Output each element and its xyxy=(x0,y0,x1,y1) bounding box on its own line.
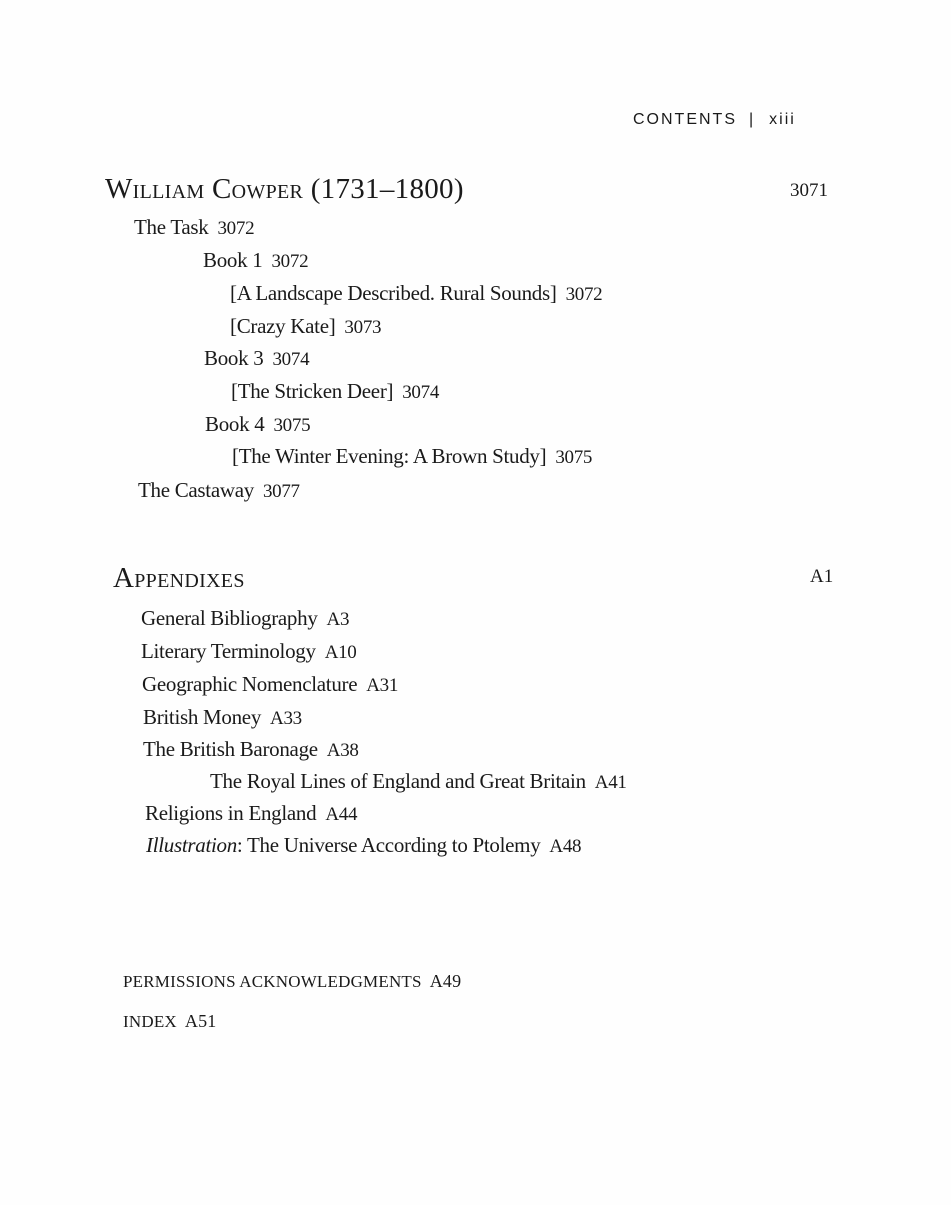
toc-entry: The British Baronage A38 xyxy=(143,737,359,761)
toc-entry: [The Winter Evening: A Brown Study] 3075 xyxy=(232,444,593,468)
toc-entry: Illustration: The Universe According to Ptolemy A48 xyxy=(146,833,582,857)
toc-entry: British Money A33 xyxy=(143,705,302,729)
toc-entry: Book 4 3075 xyxy=(205,412,311,436)
header-page-number: xiii xyxy=(769,111,796,128)
toc-entry: Book 3 3074 xyxy=(204,346,310,370)
toc-entry: The Task 3072 xyxy=(134,215,255,239)
toc-entry: The Castaway 3077 xyxy=(138,478,300,502)
toc-entry-permissions: PERMISSIONS ACKNOWLEDGMENTS A49 xyxy=(123,971,462,991)
header-section: CONTENTS xyxy=(633,111,737,128)
toc-entry: Religions in England A44 xyxy=(145,801,358,825)
toc-entry: Book 1 3072 xyxy=(203,248,309,272)
toc-entry: General Bibliography A3 xyxy=(141,606,350,630)
section-heading-cowper: William Cowper (1731–1800) xyxy=(105,173,464,205)
toc-entry: Literary Terminology A10 xyxy=(141,639,357,663)
toc-entry: Geographic Nomenclature A31 xyxy=(142,672,399,696)
toc-entry: [A Landscape Described. Rural Sounds] 3072 xyxy=(230,281,603,305)
toc-entry-index: INDEX A51 xyxy=(123,1011,217,1031)
toc-entry: [The Stricken Deer] 3074 xyxy=(231,379,440,403)
section-heading-appendixes: Appendixes xyxy=(113,562,245,594)
header-separator: | xyxy=(749,111,756,128)
section-page-cowper: 3071 xyxy=(790,180,828,201)
toc-entry: The Royal Lines of England and Great Britain A41 xyxy=(210,769,627,793)
running-header xyxy=(633,111,796,129)
section-page-appendixes: A1 xyxy=(810,566,834,587)
toc-entry: [Crazy Kate] 3073 xyxy=(230,314,382,338)
